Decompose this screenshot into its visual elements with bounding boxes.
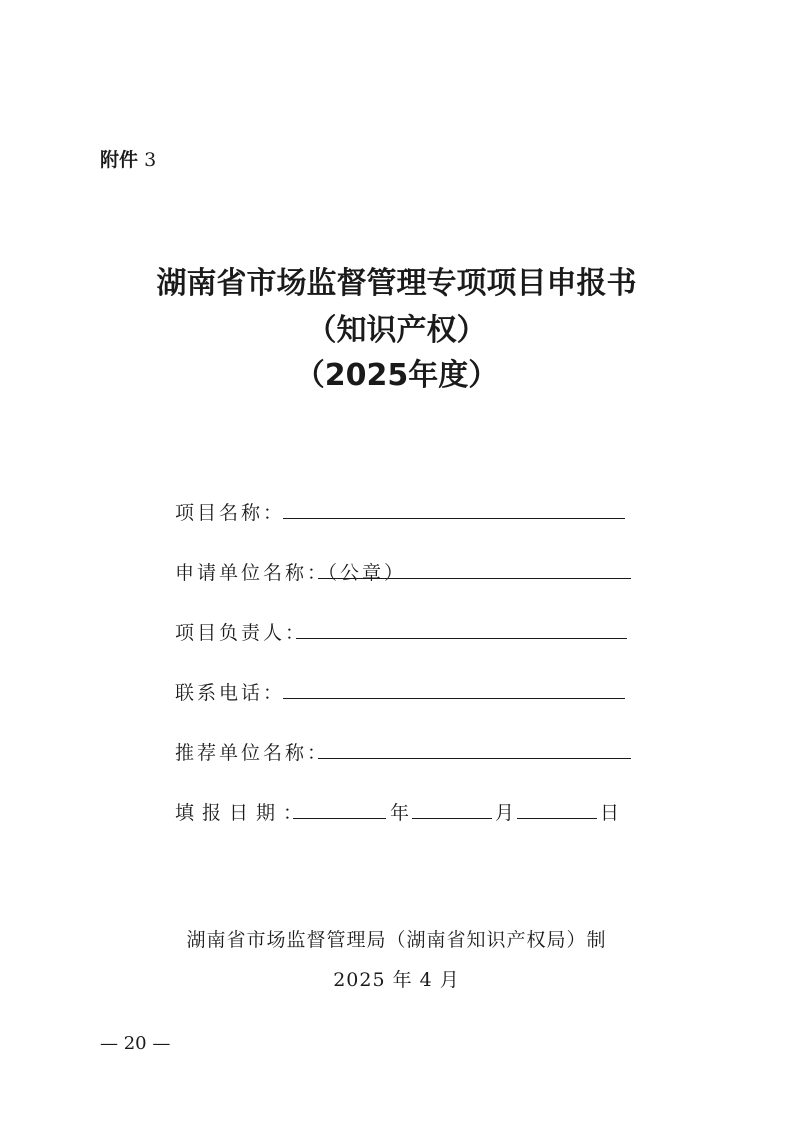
year-field[interactable] [293,818,386,819]
applicant-seal-hint: （公章） [318,562,407,584]
issue-date: 2025 年 4 月 [333,969,460,991]
document-subtitle: （知识产权） [306,313,487,348]
document-year: （2025年度） [294,358,499,393]
applicant-field[interactable] [318,578,631,579]
month-field[interactable] [412,818,492,819]
attachment-number: 3 [144,149,157,171]
attachment-text: 附件 [100,149,139,171]
day-suffix: 日 [600,802,623,824]
attachment-label [100,145,156,172]
project-leader-field[interactable] [296,638,627,639]
day-field[interactable] [517,818,597,819]
issuer-line: 湖南省市场监督管理局（湖南省知识产权局）制 [186,929,607,951]
project-name-label: 项目名称： [175,502,286,524]
applicant-label: 申请单位名称： [175,562,330,584]
phone-label: 联系电话： [175,682,286,704]
document-title: 湖南省市场监督管理专项项目申报书 [156,266,637,301]
recommender-label: 推荐单位名称： [175,742,330,764]
page-number: — 20 — [100,1033,171,1054]
project-name-field[interactable] [283,518,625,519]
year-suffix: 年 [390,802,413,824]
month-suffix: 月 [495,802,518,824]
recommender-field[interactable] [318,758,631,759]
project-leader-label: 项目负责人： [175,622,308,644]
phone-field[interactable] [283,698,625,699]
date-label: 填报日期： [175,802,311,824]
